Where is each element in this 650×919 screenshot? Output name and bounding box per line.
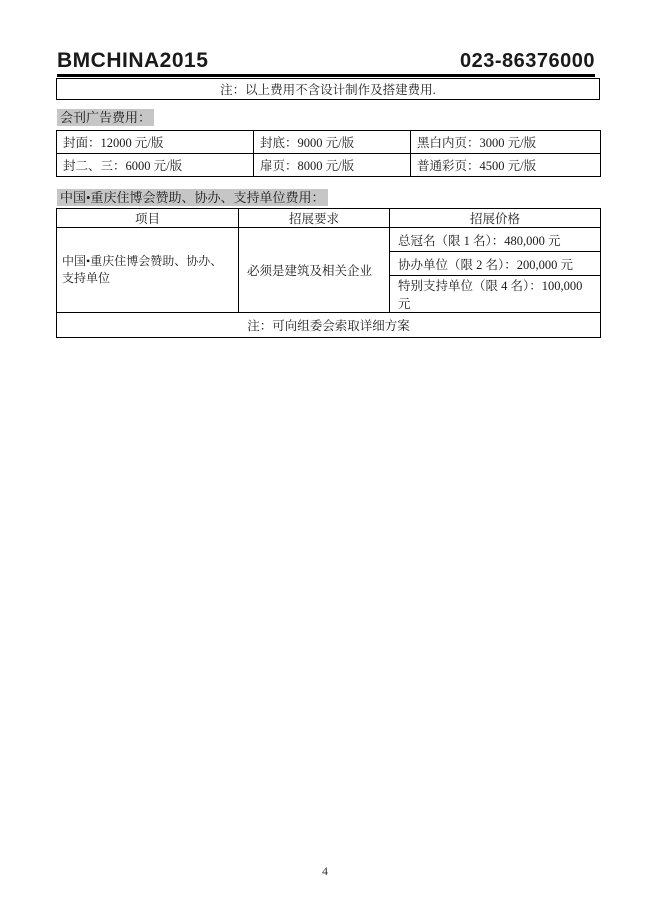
sponsor-requirement-cell: 必须是建筑及相关企业 xyxy=(239,228,390,313)
sponsor-price-cell-support: 特别支持单位（限 4 名）：100,000 元 xyxy=(390,276,601,313)
brand-title: BMCHINA2015 xyxy=(57,49,209,72)
ad-price-cell-cover-back: 封底：9000 元/版 xyxy=(254,131,411,154)
section-label-ad-fees: 会刊广告费用： xyxy=(57,109,154,126)
contact-phone: 023-86376000 xyxy=(459,50,595,72)
page-header xyxy=(57,50,595,77)
column-header-item: 项目 xyxy=(57,209,239,228)
sponsor-fees-table xyxy=(56,208,601,338)
column-header-price: 招展价格 xyxy=(390,209,601,228)
fee-note-text: 注：以上费用不含设计制作及搭建费用. xyxy=(220,83,436,97)
ad-price-cell-bw-inner: 黑白内页：3000 元/版 xyxy=(411,131,601,154)
table-row xyxy=(57,154,601,177)
fee-note-box xyxy=(56,78,600,100)
table-row xyxy=(57,228,601,252)
table-header-row xyxy=(57,209,601,228)
page-number: 4 xyxy=(322,864,328,878)
ad-price-cell-cover-two-three: 封二、三：6000 元/版 xyxy=(57,154,254,177)
section-label-sponsor-fees: 中国•重庆住博会赞助、协办、支持单位费用： xyxy=(57,189,328,206)
ad-price-cell-title-page: 扉页：8000 元/版 xyxy=(254,154,411,177)
sponsor-price-cell-coorganizer: 协办单位（限 2 名）：200,000 元 xyxy=(390,252,601,276)
column-header-requirement: 招展要求 xyxy=(239,209,390,228)
ad-price-cell-color-page: 普通彩页：4500 元/版 xyxy=(411,154,601,177)
table-row xyxy=(57,131,601,154)
ad-price-cell-cover-front: 封面：12000 元/版 xyxy=(57,131,254,154)
sponsor-price-cell-title: 总冠名（限 1 名）：480,000 元 xyxy=(390,228,601,252)
sponsor-table-note: 注：可向组委会索取详细方案 xyxy=(57,313,601,338)
table-note-row xyxy=(57,313,601,338)
ad-fees-table xyxy=(56,130,601,177)
sponsor-item-cell: 中国•重庆住博会赞助、协办、支持单位 xyxy=(57,228,239,313)
